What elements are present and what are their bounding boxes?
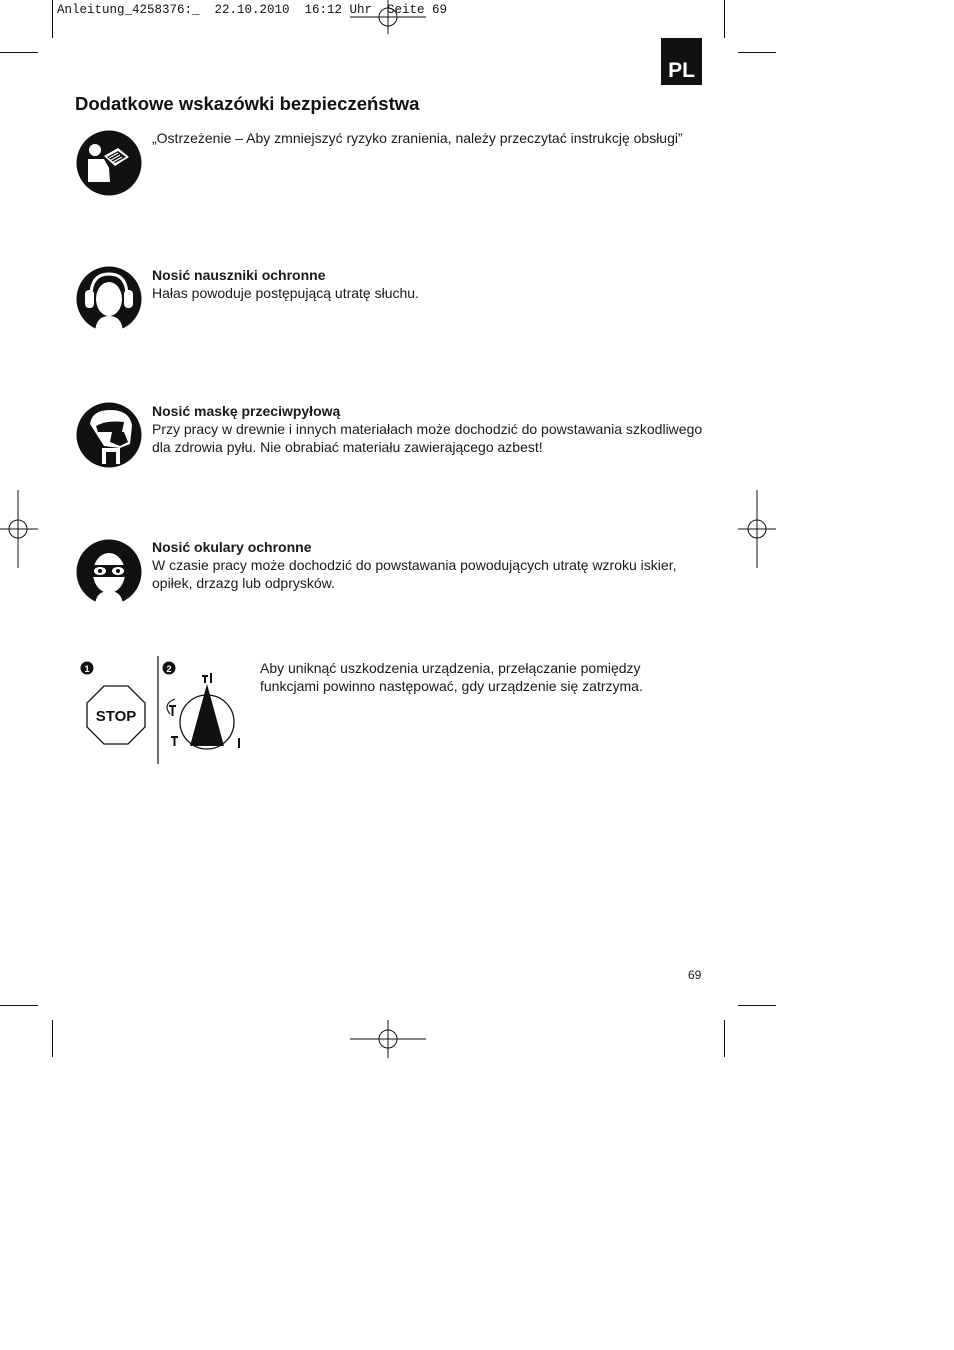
language-tab: PL <box>661 38 702 85</box>
stop-switch-figure <box>78 656 248 766</box>
ear-protection-icon <box>76 266 142 332</box>
dust-mask-icon <box>76 402 142 468</box>
safety-goggles-icon <box>76 539 142 605</box>
read-manual-icon <box>76 130 142 196</box>
switch-note-text: Aby uniknąć uszkodzenia urządzenia, przełączanie pomiędzy funkcjami powinno następować, gdy urządzenie się zatrzyma. <box>260 660 643 694</box>
mode-dial-icon <box>167 673 239 749</box>
dust-mask-heading: Nosić maskę przeciwpyłową <box>152 403 341 419</box>
read-manual-text: „Ostrzeżenie – Aby zmniejszyć ryzyko zranienia, należy przeczytać instrukcję obsługi” <box>152 130 683 146</box>
section-title: Dodatkowe wskazówki bezpieczeństwa <box>75 93 420 114</box>
ear-protection-heading: Nosić nauszniki ochronne <box>152 267 326 283</box>
safety-goggles-text: W czasie pracy może dochodzić do powstawania powodujących utratę wzroku iskier, opiłek, drzazg lub odprysków. <box>152 557 677 591</box>
ear-protection-text: Hałas powoduje postępującą utratę słuchu. <box>152 285 419 301</box>
page-number: 69 <box>688 968 702 982</box>
step-1-label: 1 <box>84 664 90 674</box>
dust-mask-text: Przy pracy w drewnie i innych materiałach może dochodzić do powstawania szkodliwego dla zdrowia pyłu. Nie obrabiać materiału zawierającego azbest! <box>152 421 703 455</box>
stop-label: STOP <box>95 708 137 725</box>
safety-goggles-heading: Nosić okulary ochronne <box>152 539 312 555</box>
step-2-label: 2 <box>166 664 172 674</box>
print-slug: Anleitung_4258376:_ 22.10.2010 16:12 Uhr Seite 69 <box>57 3 448 17</box>
